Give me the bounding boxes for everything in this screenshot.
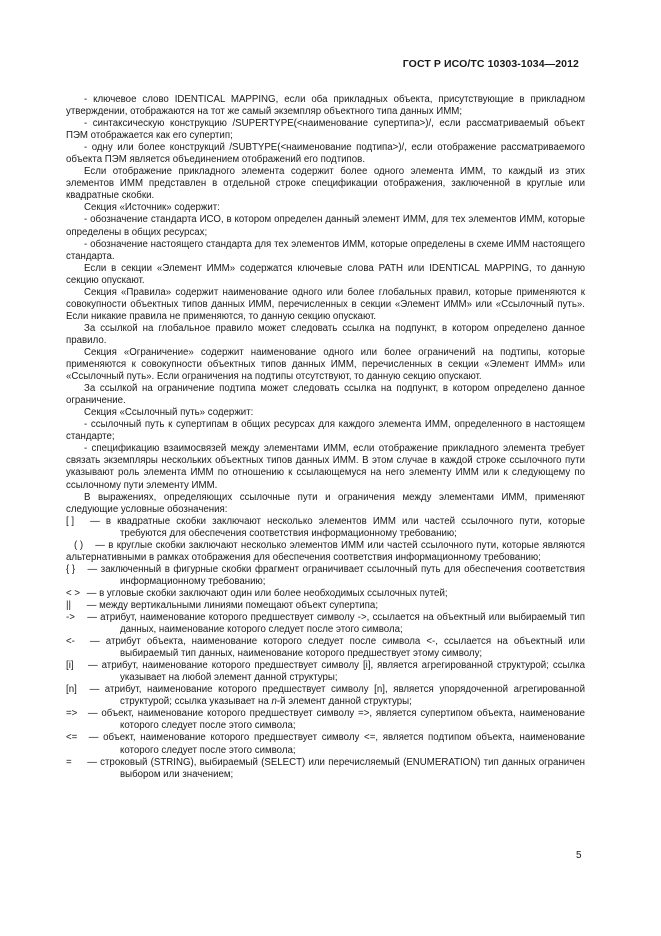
symbol: ( ) — [74, 539, 84, 551]
paragraph: - обозначение настоящего стандарта для тех элементов ИММ, которые определены в схеме ИММ настоящего стандарта. — [66, 238, 585, 262]
symbol-definition — [66, 588, 585, 600]
paragraph: - синтаксическую конструкцию /SUPERTYPE(<наименование супертипа>)/, если рассматриваемый объект ПЭМ отображается как его супертип; — [66, 118, 585, 142]
symbol-text: — заключенный в фигурные скобки фрагмент ограничивает ссылочный путь для обеспечения соответствия информационному требованию; — [87, 563, 585, 587]
symbol-text: — объект, наименование которого предшествует символу <=, является подтипом объекта, наименование которого следует после этого символа; — [88, 732, 585, 756]
symbol-text: -й элемент данной структуры; — [276, 696, 412, 708]
paragraph: - обозначение стандарта ИСО, в котором определен данный элемент ИММ, для тех элементов ИММ, которые определены в общих ресурсах; — [66, 214, 585, 238]
symbol-text: — объект, наименование которого предшествует символу =>, является супертипом объекта, наименование которого следует после этого символа; — [87, 708, 585, 732]
symbol: || — [66, 599, 72, 611]
symbol-text-italic: n — [271, 696, 277, 708]
symbol-definition — [66, 708, 585, 732]
symbol-text: — в круглые скобки заключают несколько элементов ИММ или частей ссылочного пути, которые являются альтернативными в рамках отображения для обеспечения соответствия информационному требованию; — [66, 539, 585, 563]
symbol-definition — [66, 757, 585, 781]
symbol-text: — в угловые скобки заключают один или более необходимых ссылочных путей; — [86, 587, 448, 599]
symbol-definition — [66, 600, 585, 612]
symbol: <- — [66, 636, 75, 648]
symbol-definition — [66, 660, 585, 684]
symbol-text: — атрибут объекта, наименование которого следует после символа <-, ссылается на объектный или выбираемый тип данных, наименование которого предшествует этому символу; — [90, 636, 585, 660]
paragraph: Секция «Ограничение» содержит наименование одного или более ограничений на подтипы, которые применяются к совокупности объектных типов данных ИММ, перечисленных в секции «Элемент ИММ» или «Ссылочный путь». Если ограничения на подтипы отсутствуют, то данную секцию опускают. — [66, 346, 585, 383]
symbol: [i] — [66, 660, 74, 672]
symbol-text: — атрибут, наименование которого предшествует символу [n], является упорядоченной агрегированной структурой; ссылка указывает на — [89, 684, 585, 708]
symbol-definition — [66, 516, 585, 540]
paragraph: - спецификацию взаимосвязей между элементами ИММ, если отображение прикладного элемента требует связать экземпляры нескольких объектных типов данных ИММ. В этом случае в каждой строке ссылочного пути указывают роль элемента ИММ по отношению к ссылающемуся на него элементу ИММ или к следующему по ссылочному пути элементу ИММ. — [66, 443, 585, 491]
paragraph: - ключевое слово IDENTICAL MAPPING, если оба прикладных объекта, присутствующие в прикладном утверждении, отображаются на тот же самый экземпляр объектного типа данных ИММ; — [66, 94, 585, 118]
symbol-definition — [66, 732, 585, 756]
symbol: < > — [66, 587, 81, 599]
symbol-definition — [66, 564, 585, 588]
symbol: { } — [66, 563, 76, 575]
paragraph: Секция «Источник» содержит: — [84, 202, 220, 214]
symbol-text: — атрибут, наименование которого предшествует символу [i], является агрегированной структурой; ссылка указывает на любой элемент данной структуры; — [87, 660, 585, 684]
page-body — [66, 94, 585, 781]
page-header-standard-id: ГОСТ Р ИСО/ТС 10303-1034—2012 — [402, 58, 579, 70]
paragraph: - одну или более конструкций /SUBTYPE(<наименование подтипа>)/, если отображение рассматриваемого объекта ПЭМ является объединением отображений его подтипов. — [66, 142, 585, 166]
symbol: -> — [66, 612, 75, 624]
symbol: [ ] — [66, 515, 75, 527]
symbol-text: — между вертикальными линиями помещают объект супертипа; — [86, 599, 379, 611]
symbol: <= — [66, 732, 78, 744]
paragraph: Секция «Правила» содержит наименование одного или более глобальных правил, которые применяются к совокупности объектных типов данных ИММ, перечисленных в секции «Элемент ИММ» или «Ссылочный путь». Если никакие правила не применяются, то данную секцию опускают. — [66, 286, 585, 322]
symbol-definition — [66, 540, 585, 564]
symbol-text: — атрибут, наименование которого предшествует символу ->, ссылается на объектный или выбираемый тип данных, наименование которого следует после этого символа; — [87, 612, 585, 636]
paragraph: - ссылочный путь к супертипам в общих ресурсах для каждого элемента ИММ, определенного в настоящем стандарте; — [66, 419, 585, 443]
paragraph: За ссылкой на глобальное правило может следовать ссылка на подпункт, в котором определено данное правило. — [66, 322, 585, 346]
paragraph: За ссылкой на ограничение подтипа может следовать ссылка на подпункт, в котором определено данное ограничение. — [66, 383, 585, 407]
paragraph: Если в секции «Элемент ИММ» содержатся ключевые слова PATH или IDENTICAL MAPPING, то данную секцию опускают. — [66, 262, 585, 286]
paragraph: Секция «Ссылочный путь» содержит: — [84, 407, 254, 419]
paragraph: Если отображение прикладного элемента содержит более одного элемента ИММ, то каждый из этих элементов ИММ представлен в отдельной строке спецификации отображения, заключенной в круглые или квадратные скобки. — [66, 166, 585, 202]
paragraph: В выражениях, определяющих ссылочные пути и ограничения между элементами ИММ, применяют следующие условные обозначения: — [66, 491, 585, 515]
symbol-text: — в квадратные скобки заключают несколько элементов ИММ или частей ссылочного пути, которые требуются для обеспечения соответствия информационному требованию; — [90, 515, 585, 539]
symbol-definition — [66, 612, 585, 636]
symbol: = — [66, 756, 72, 768]
symbol-definition — [66, 636, 585, 660]
symbol-definition — [66, 684, 585, 708]
page-number: 5 — [576, 850, 582, 861]
symbol-text: — строковый (STRING), выбираемый (SELECT) или перечисляемый (ENUMERATION) тип данных ограничен выбором или значением; — [87, 756, 585, 780]
symbol: => — [66, 708, 78, 720]
symbol: [n] — [66, 684, 77, 696]
